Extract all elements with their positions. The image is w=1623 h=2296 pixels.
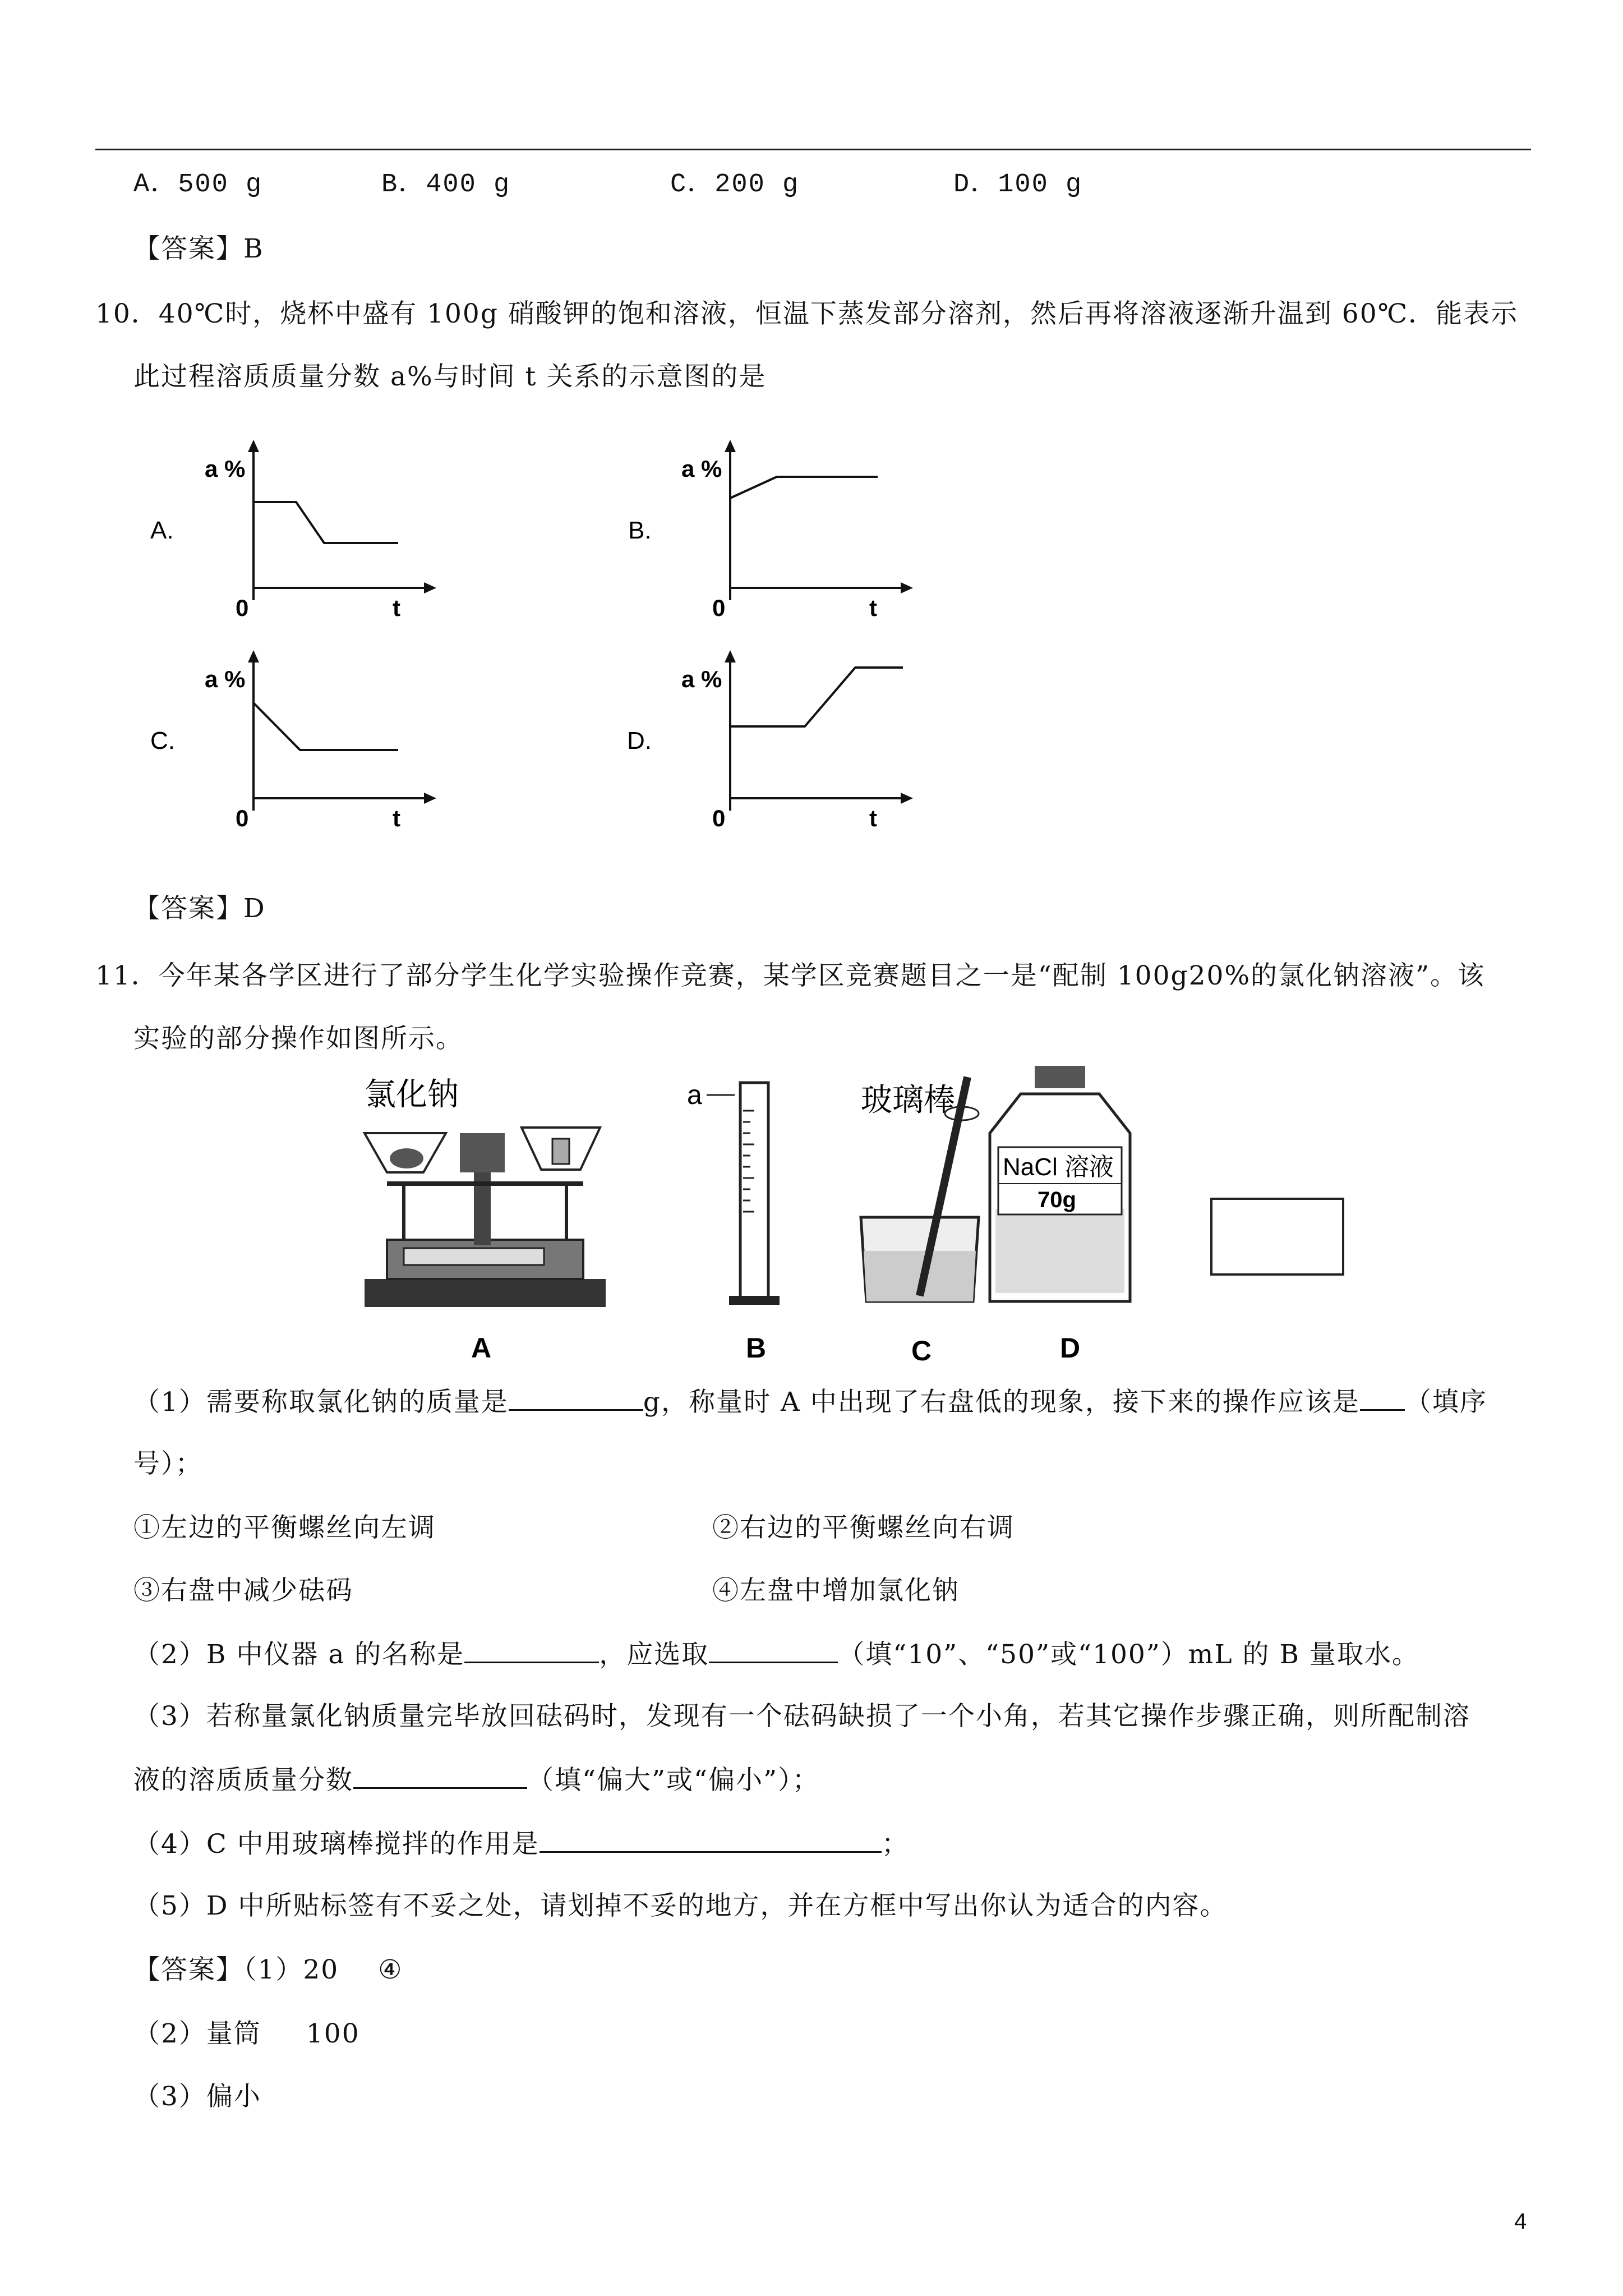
graph-c-xlabel: t — [393, 805, 400, 831]
q11-part2 — [133, 1637, 1419, 1672]
q11-option-3: ③右盘中减少砝码 — [133, 1575, 353, 1606]
graph-a-origin: 0 — [236, 595, 249, 621]
reagent-bottle-figure — [990, 1066, 1130, 1301]
q11-part3-line2 — [133, 1763, 820, 1797]
answer-part2-volume: 100 — [306, 2018, 360, 2049]
graph-c-origin: 0 — [236, 805, 249, 831]
answer-part1: （1）20 — [243, 1954, 339, 1985]
balance-title: 氯化钠 — [365, 1076, 459, 1112]
graph-a-letter: A. — [150, 517, 174, 544]
q10-answer — [133, 892, 266, 926]
q10-stem-line2: 此过程溶质质量分数 a%与时间 t 关系的示意图的是 — [133, 361, 767, 392]
q11-answer-3: （3）偏小 — [133, 2081, 261, 2112]
q11-stem-line1: 11．今年某各学区进行了部分学生化学实验操作竞赛，某学区竞赛题目之一是“配制 100g20%的氯化钠溶液”。该 — [95, 960, 1486, 991]
answer-label: 【答案】 — [133, 1954, 243, 1985]
graph-d-origin: 0 — [712, 805, 726, 831]
graph-d-svg — [623, 642, 925, 839]
part1-blank-mass — [509, 1384, 643, 1411]
graph-d-xlabel: t — [869, 805, 877, 831]
graph-a-ylabel: a % — [205, 455, 246, 482]
part2-blank-name — [464, 1637, 599, 1663]
q11-apparatus-figure — [353, 1060, 1357, 1374]
part3-prefix: 液的溶质质量分数 — [133, 1765, 353, 1796]
q10-graph-c — [146, 642, 449, 839]
q11-answer-1 — [133, 1953, 403, 1987]
q10-graph-d — [623, 642, 925, 839]
bottle-label-line1: NaCl 溶液 — [1003, 1153, 1114, 1181]
q11-stem-line2: 实验的部分操作如图所示。 — [133, 1023, 463, 1054]
q11-part1-line2: 号）； — [133, 1448, 203, 1479]
q11-part1-line1 — [133, 1384, 1487, 1419]
q11-option-2: ②右边的平衡螺丝向右调 — [712, 1512, 1015, 1543]
q11-option-4: ④左盘中增加氯化钠 — [712, 1575, 960, 1606]
q11-answer-2 — [133, 2017, 360, 2051]
graph-c-ylabel: a % — [205, 666, 246, 692]
label-answer-box — [1211, 1199, 1343, 1274]
answer-value: D — [243, 893, 266, 924]
caption-b: B — [746, 1332, 767, 1364]
graph-b-xlabel: t — [869, 595, 877, 621]
caption-d: D — [1060, 1332, 1081, 1364]
graph-a-xlabel: t — [393, 595, 400, 621]
part4-prefix: （4）C 中用玻璃棒搅拌的作用是 — [133, 1829, 540, 1860]
graph-b-letter: B. — [628, 517, 652, 544]
graph-a-svg — [146, 432, 449, 628]
part4-blank — [540, 1826, 882, 1853]
q11-option-1: ①左边的平衡螺丝向左调 — [133, 1512, 436, 1543]
balance-figure — [365, 1076, 606, 1307]
beaker-figure — [861, 1077, 979, 1301]
q11-part3-line1: （3）若称量氯化钠质量完毕放回砝码时，发现有一个砝码缺损了一个小角，若其它操作步骤正确，则所配制溶 — [133, 1701, 1470, 1732]
q11-part4 — [133, 1826, 909, 1861]
part2-middle: ，应选取 — [599, 1639, 709, 1670]
part2-blank-volume — [709, 1637, 838, 1663]
part1-prefix: （1）需要称取氯化钠的质量是 — [133, 1387, 509, 1418]
q9-option-a: A．500 g — [133, 170, 263, 200]
answer-label: 【答案】 — [133, 233, 243, 264]
q9-option-c: C．200 g — [670, 170, 800, 200]
q10-graph-b — [623, 432, 925, 628]
part1-middle: g，称量时 A 中出现了右盘低的现象，接下来的操作应该是 — [643, 1387, 1360, 1418]
part3-suffix: （填“偏大”或“偏小”）； — [527, 1765, 820, 1796]
part3-blank — [353, 1763, 527, 1789]
caption-a: A — [471, 1332, 492, 1364]
answer-value: B — [243, 233, 264, 264]
part4-suffix: ； — [881, 1829, 909, 1860]
header-rule — [95, 149, 1531, 150]
q9-option-b: B．400 g — [381, 170, 511, 200]
cylinder-figure — [687, 1080, 780, 1305]
graph-c-svg — [146, 642, 449, 839]
cylinder-a-label: a — [687, 1080, 702, 1110]
answer-label: 【答案】 — [133, 893, 243, 924]
q9-option-d: D．100 g — [953, 170, 1083, 200]
page-number: 4 — [1514, 2209, 1528, 2234]
caption-c: C — [911, 1335, 932, 1366]
q10-stem-line1: 10．40℃时，烧杯中盛有 100g 硝酸钾的饱和溶液，恒温下蒸发部分溶剂，然后再将溶液逐渐升温到 60℃．能表示 — [95, 298, 1519, 329]
graph-d-letter: D. — [627, 727, 652, 754]
graph-b-origin: 0 — [712, 595, 726, 621]
answer-part1-option: ④ — [378, 1954, 403, 1985]
graph-b-svg — [623, 432, 925, 628]
part2-prefix: （2）B 中仪器 a 的名称是 — [133, 1639, 465, 1670]
q11-part5: （5）D 中所贴标签有不妥之处，请划掉不妥的地方，并在方框中写出你认为适合的内容。 — [133, 1890, 1228, 1921]
q10-graph-a — [146, 432, 449, 628]
graph-d-ylabel: a % — [681, 666, 722, 692]
graph-b-ylabel: a % — [681, 455, 722, 482]
part2-suffix: （填“10”、“50”或“100”）mL 的 B 量取水。 — [838, 1639, 1419, 1670]
glass-rod-title: 玻璃棒 — [861, 1082, 955, 1117]
part1-blank-operation — [1360, 1384, 1405, 1411]
q9-answer — [133, 232, 264, 266]
apparatus-svg — [353, 1060, 1357, 1374]
graph-c-letter: C. — [150, 727, 175, 754]
bottle-label-line2: 70g — [1038, 1188, 1076, 1212]
part1-suffix: （填序 — [1404, 1387, 1487, 1418]
answer-part2: （2）量筒 — [133, 2018, 261, 2049]
